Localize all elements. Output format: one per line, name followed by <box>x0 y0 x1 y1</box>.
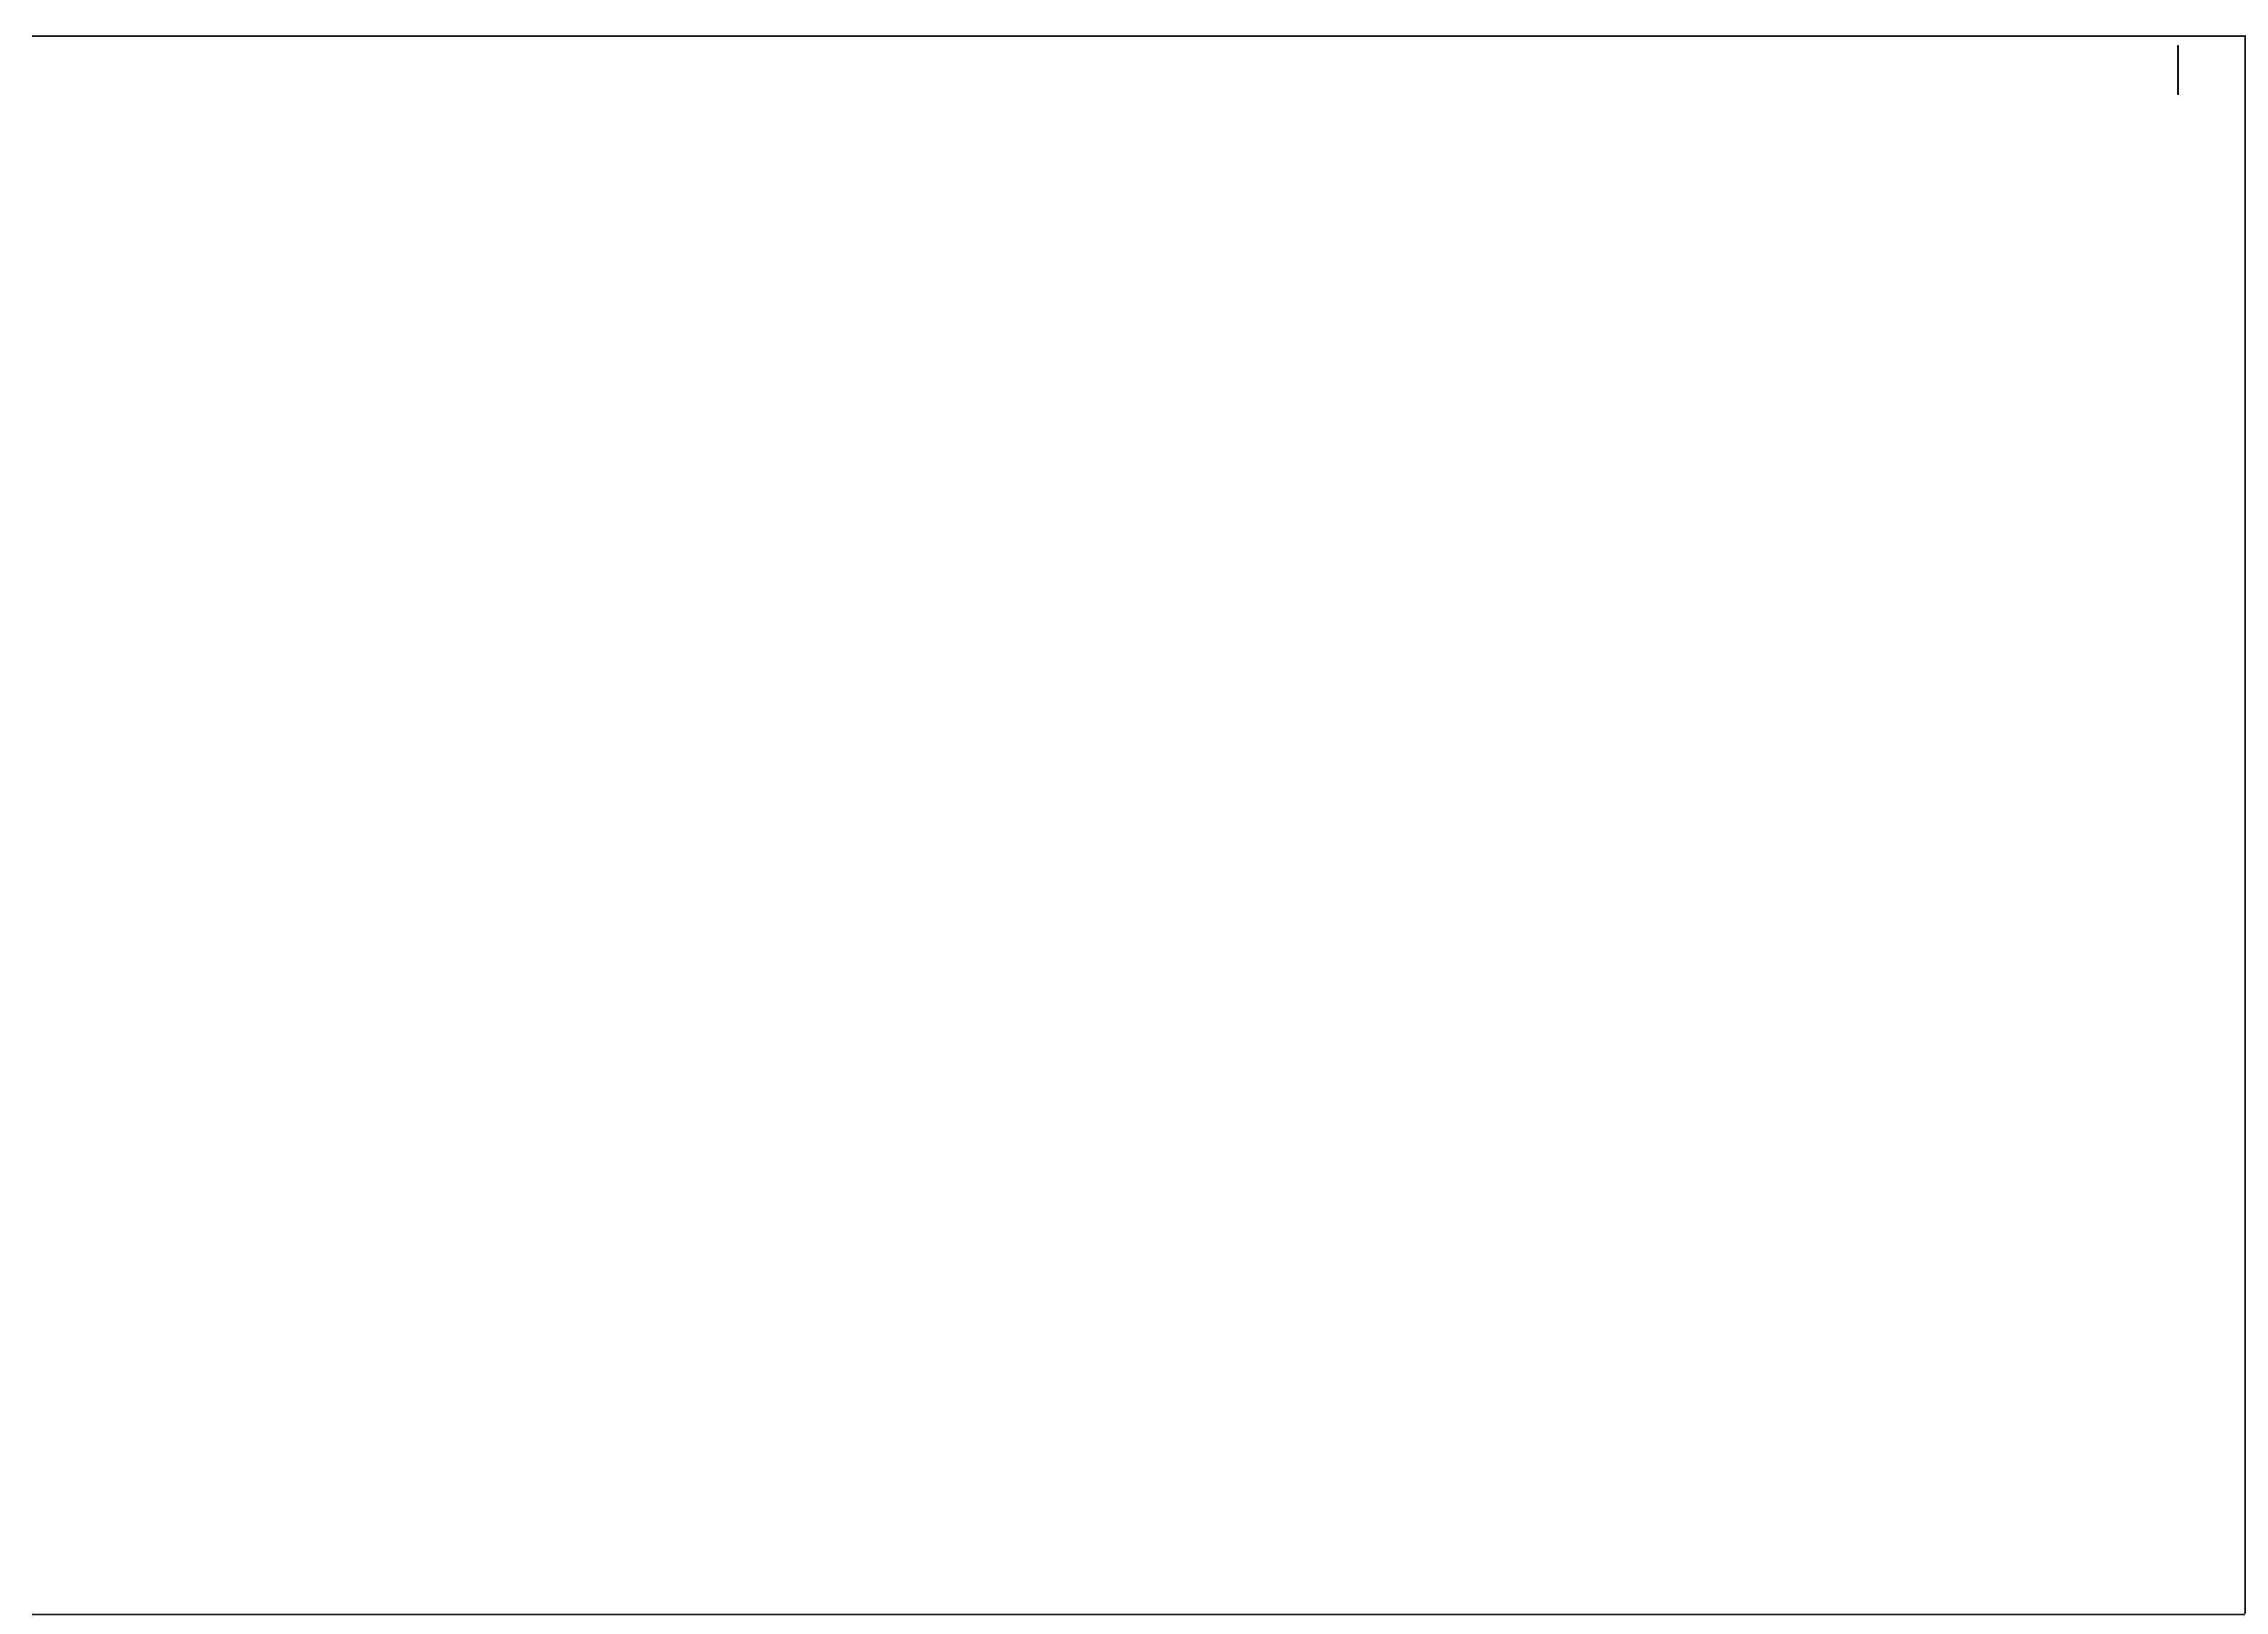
frame-top <box>32 35 2245 37</box>
frame-bottom <box>32 1614 2245 1615</box>
sheet-number-box-edge <box>2177 45 2179 95</box>
frame-right <box>2244 35 2246 1614</box>
